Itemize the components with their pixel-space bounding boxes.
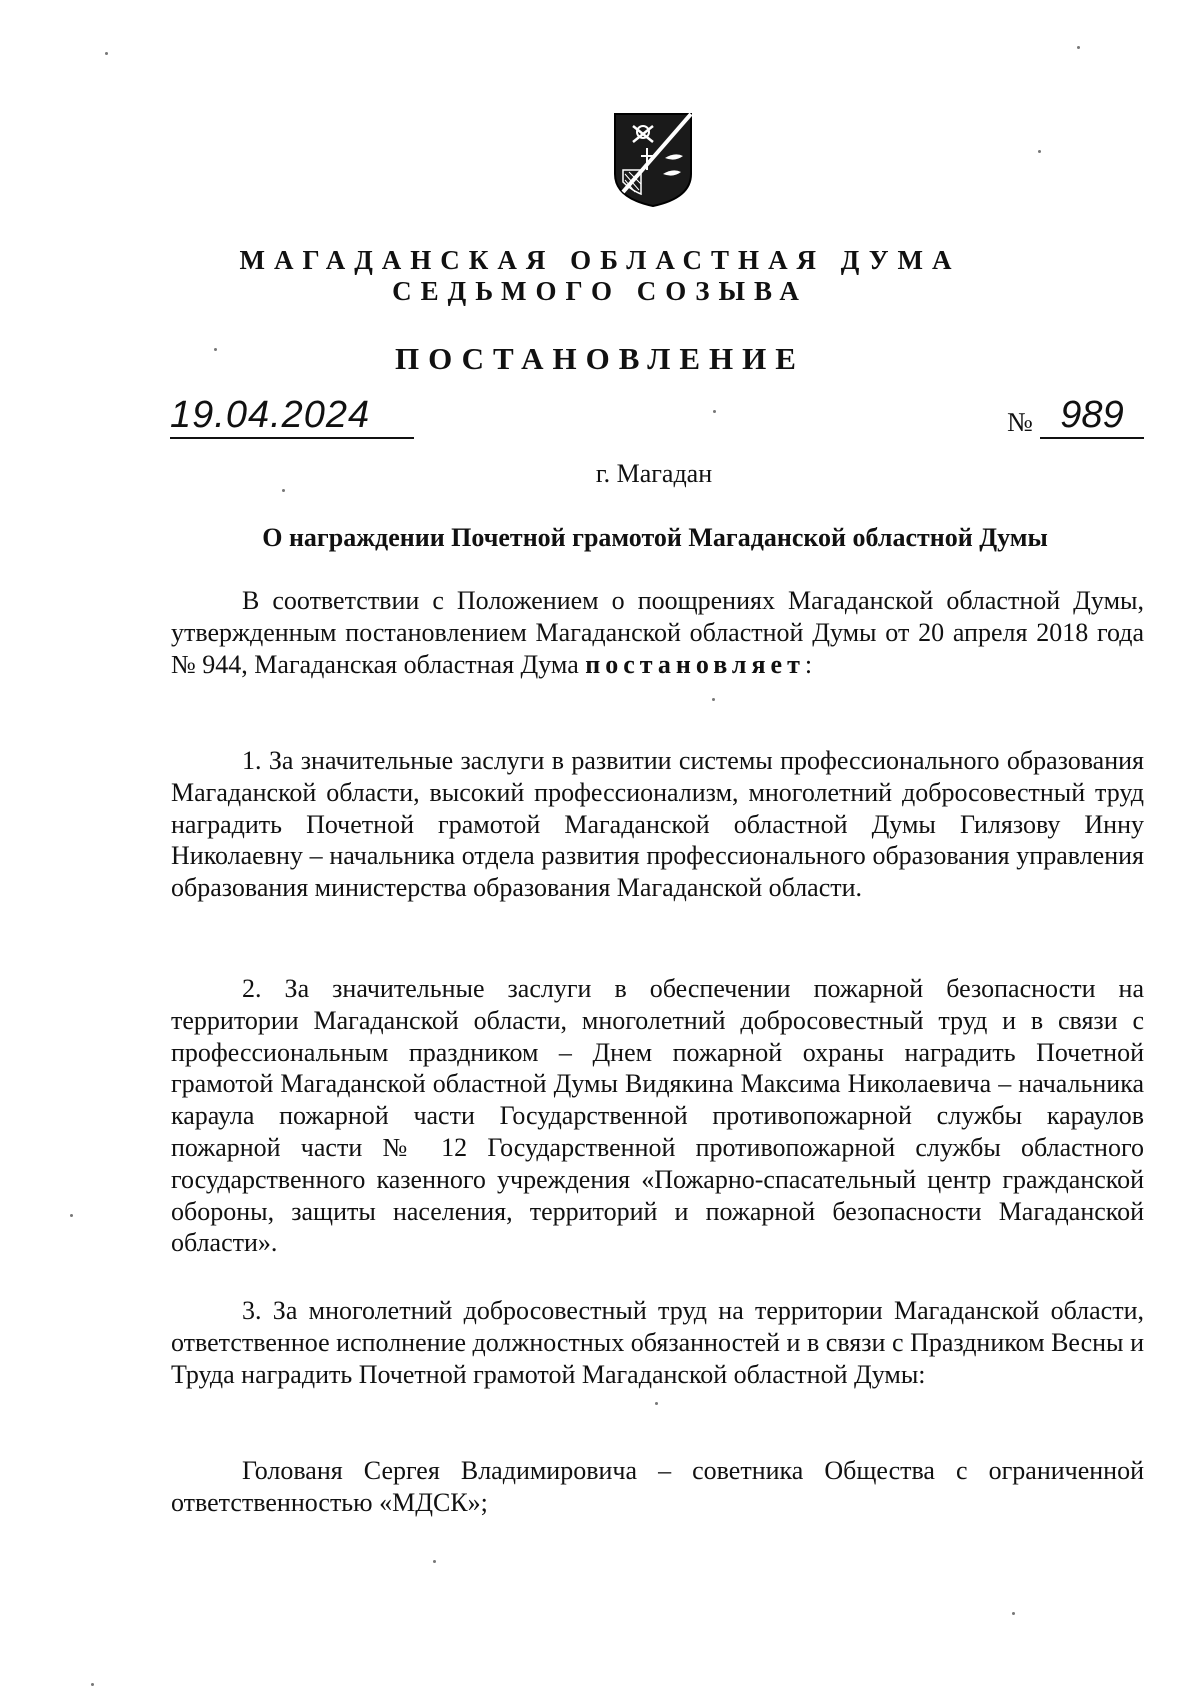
document-number: 989 (1040, 393, 1144, 439)
scan-speck (1038, 150, 1041, 153)
scan-speck (282, 489, 285, 492)
scan-speck (91, 1683, 94, 1686)
scan-speck (1012, 1612, 1015, 1615)
scan-speck (214, 348, 217, 351)
preamble-text: В соответствии с Положением о поощрениях Магаданской областной Думы, утвержденным постановлением Магаданской областной Думы от 20 апреля 2018 года № 944, Магаданская областная Дума (171, 586, 1144, 679)
city: г. Магадан (595, 459, 713, 488)
decree-colon: : (804, 649, 813, 679)
awardee-paragraph: Голованя Сергея Владимировича – советника Общества с ограниченной ответственностью «МДСК»; (171, 1456, 1144, 1517)
preamble-paragraph (171, 585, 1144, 680)
item-paragraph-2: 2. За значительные заслуги в обеспечении пожарной безопасности на территории Магаданской области, многолетний добросовестный труд и в связи с профессиональным праздником – Днем пожарной охраны наградить Почетной грамотой Магаданской областной Думы Видякина Максима Николаевича – начальника караула пожарной части Государственной противопожарной службы караулов пожарной части № 12 Государственной противопожарной службы областного государственного казенного учреждения «Пожарно-спасательный центр гражданской обороны, защиты населения, территорий и пожарной безопасности Магаданской области». (171, 974, 1144, 1258)
scan-speck (433, 1560, 436, 1563)
scan-speck (70, 1214, 73, 1217)
org-name: МАГАДАНСКАЯ ОБЛАСТНАЯ ДУМА (239, 245, 961, 275)
convocation: СЕДЬМОГО СОЗЫВА (392, 276, 808, 306)
number-label: № (1007, 407, 1033, 437)
coat-of-arms-icon (613, 112, 693, 208)
document-type: ПОСТАНОВЛЕНИЕ (395, 341, 805, 376)
document-subject: О награждении Почетной грамотой Магаданской областной Думы (262, 523, 1048, 552)
scan-speck (713, 410, 716, 413)
document-date: 19.04.2024 (170, 393, 414, 439)
item-paragraph-3: 3. За многолетний добросовестный труд на территории Магаданской области, ответственное исполнение должностных обязанностей и в связи с Праздником Весны и Труда наградить Почетной грамотой Магаданской областной Думы: (171, 1296, 1144, 1389)
scan-speck (1077, 46, 1080, 49)
scan-speck (655, 1402, 658, 1405)
item-paragraph-1: 1. За значительные заслуги в развитии системы профессионального образования Магаданской области, высокий профессионализм, многолетний добросовестный труд наградить Почетной грамотой Магаданской областной Думы Гилязову Инну Николаевну – начальника отдела развития профессионального образования управления образования министерства образования Магаданской области. (171, 746, 1144, 903)
decree-word: постановляет (585, 649, 805, 679)
scan-speck (105, 52, 108, 55)
scan-speck (712, 698, 715, 701)
